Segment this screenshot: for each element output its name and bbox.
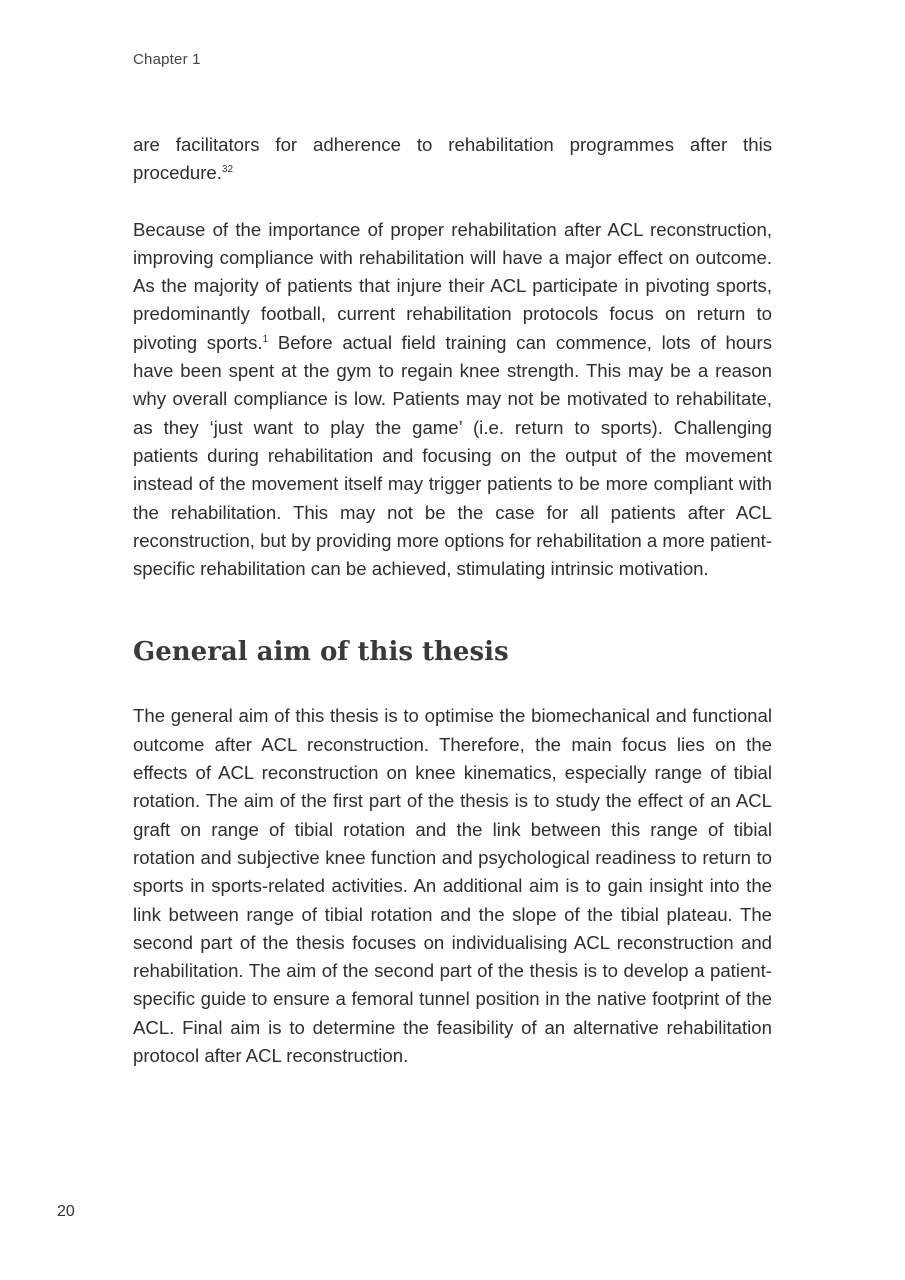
paragraph-compliance (133, 216, 772, 584)
paragraph-adherence (133, 131, 772, 188)
paragraph-text-continued: Before actual field training can commence, lots of hours have been spent at the gym to regain knee strength. This may be a reason why overall compliance is low. Patients may not be motivated to rehabilitate, as they ‘just want to play the game’ (i.e. return to sports). Challenging patients during rehabilitation and focusing on the output of the movement instead of the movement itself may trigger patients to be more compliant with the rehabilitation. This may not be the case for all patients after ACL reconstruction, but by providing more options for rehabilitation a more patient-specific rehabilitation can be achieved, stimulating intrinsic motivation. (133, 331, 772, 580)
running-head: Chapter 1 (133, 51, 201, 68)
section-heading: General aim of this thesis (133, 637, 509, 668)
paragraph-general-aim: The general aim of this thesis is to optimise the biomechanical and functional outcome after ACL reconstruction. Therefore, the main focus lies on the effects of ACL reconstruction on knee kinematics, especially range of tibial rotation. The aim of the first part of the thesis is to study the effect of an ACL graft on range of tibial rotation and the link between this range of tibial rotation and subjective knee function and psychological readiness to return to sports in sports-related activities. An additional aim is to gain insight into the link between range of tibial rotation and the slope of the tibial plateau. The second part of the thesis focuses on individualising ACL reconstruction and rehabilitation. The aim of the second part of the thesis is to develop a patient-specific guide to ensure a femoral tunnel position in the native footprint of the ACL. Final aim is to determine the feasibility of an alternative rehabilitation protocol after ACL reconstruction. (133, 705, 772, 1067)
citation-ref: 32 (221, 164, 234, 176)
page-number: 20 (57, 1203, 75, 1220)
paragraph-text: are facilitators for adherence to rehabilitation programmes after this procedure. (133, 134, 772, 184)
citation-ref: 1 (262, 333, 269, 345)
paragraph-text: Because of the importance of proper rehabilitation after ACL reconstruction, improving compliance with rehabilitation will have a major effect on outcome. As the majority of patients that injure their ACL participate in pivoting sports, predominantly football, current rehabilitation protocols focus on return to pivoting sports. (133, 218, 772, 353)
page-body (133, 131, 772, 1070)
